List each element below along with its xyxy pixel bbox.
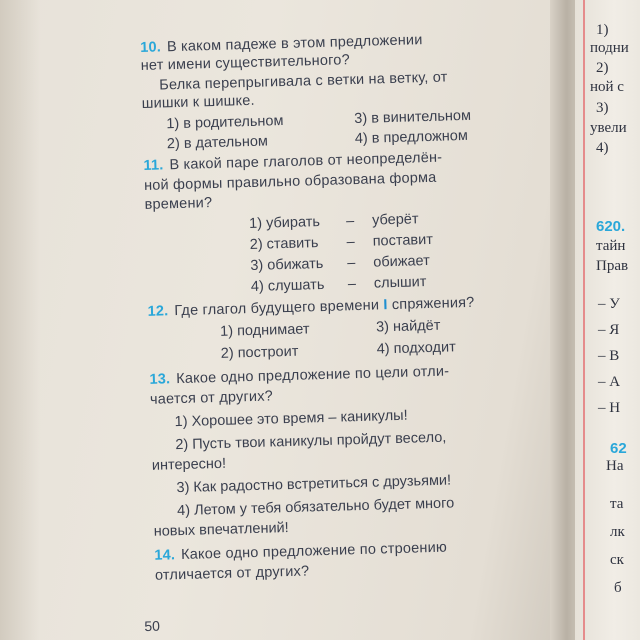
answer-option: 3) в винительном (354, 107, 472, 128)
question-number: 10. (140, 39, 162, 56)
answer-option: новых впечатлений! (153, 520, 289, 540)
right-line: 3) (596, 100, 609, 116)
right-line: 1) (596, 22, 609, 38)
margin-line (583, 0, 585, 640)
question-number: 13. (149, 371, 171, 388)
answer-option: 1) убирать – уберёт (248, 211, 419, 233)
question-10 (0, 0, 559, 153)
question-text: В каком падеже в этом предложении (166, 32, 423, 56)
right-line: Прав (596, 258, 629, 274)
answer-option: 2) построит (220, 343, 299, 362)
conjugation-numeral: I (383, 297, 388, 314)
question-text: Где глагол будущего времени (174, 297, 380, 320)
page-number: 50 (144, 617, 161, 635)
right-line: ной с (590, 79, 624, 95)
right-line: ск (610, 552, 624, 568)
answer-option: 3) обижать – обижает (250, 252, 430, 275)
right-line: та (610, 496, 624, 512)
exercise-620-number: 620. (596, 218, 626, 235)
example-sentence: Белка перепрыгивала с ветки на ветку, от (159, 69, 448, 94)
dash-item: – Н (598, 400, 621, 416)
answer-option: интересно! (151, 455, 227, 474)
answer-option: 2) Пусть твои каникулы пройдут весело, (175, 429, 447, 454)
question-text: нет имени существительного? (140, 52, 351, 74)
answer-option: 4) слушать – слышит (250, 274, 427, 295)
answer-option: 4) Летом у тебя обязательно будет много (176, 495, 455, 520)
dash-item: – Я (598, 322, 620, 338)
right-line: подни (590, 40, 629, 56)
question-number: 14. (154, 547, 176, 564)
right-line: тайн (596, 238, 626, 254)
question-text: спряжения? (391, 294, 475, 314)
example-sentence: шишки к шишке. (141, 92, 255, 112)
right-line: лк (610, 524, 625, 540)
right-line: 2) (596, 60, 609, 76)
question-text: отличается от других? (154, 563, 310, 584)
question-text: чается от других? (149, 388, 274, 408)
dash-item: – У (598, 296, 620, 312)
exercise-62x-number: 62 (610, 440, 627, 457)
answer-option: 4) подходит (376, 339, 456, 358)
answer-option: 2) в дательном (166, 133, 269, 153)
dash-item: – А (598, 374, 621, 390)
right-line: На (606, 458, 624, 474)
answer-option: 1) Хорошее это время – каникулы! (174, 407, 408, 431)
right-line: увели (590, 120, 627, 136)
answer-option: 3) найдёт (375, 317, 441, 336)
right-line: б (614, 580, 622, 596)
dash-item: – В (598, 348, 620, 364)
answer-option: 1) поднимает (219, 321, 310, 340)
question-text: Какое одно предложение по строению (180, 539, 448, 564)
question-number: 12. (147, 303, 169, 320)
question-number: 11. (143, 157, 164, 174)
question-text: В какой паре глаголов от неопределён- (169, 149, 443, 174)
answer-option: 1) в родительном (166, 113, 284, 133)
question-text: ной формы правильно образована форма (143, 169, 437, 194)
answer-option: 2) ставить – поставит (249, 231, 434, 254)
right-line: 4) (596, 140, 609, 156)
answer-option: 4) в предложном (354, 127, 469, 148)
question-text: Какое одно предложение по цели отли- (176, 363, 450, 388)
answer-option: 3) Как радостно встретиться с друзьями! (176, 472, 452, 497)
question-text: времени? (144, 195, 213, 213)
